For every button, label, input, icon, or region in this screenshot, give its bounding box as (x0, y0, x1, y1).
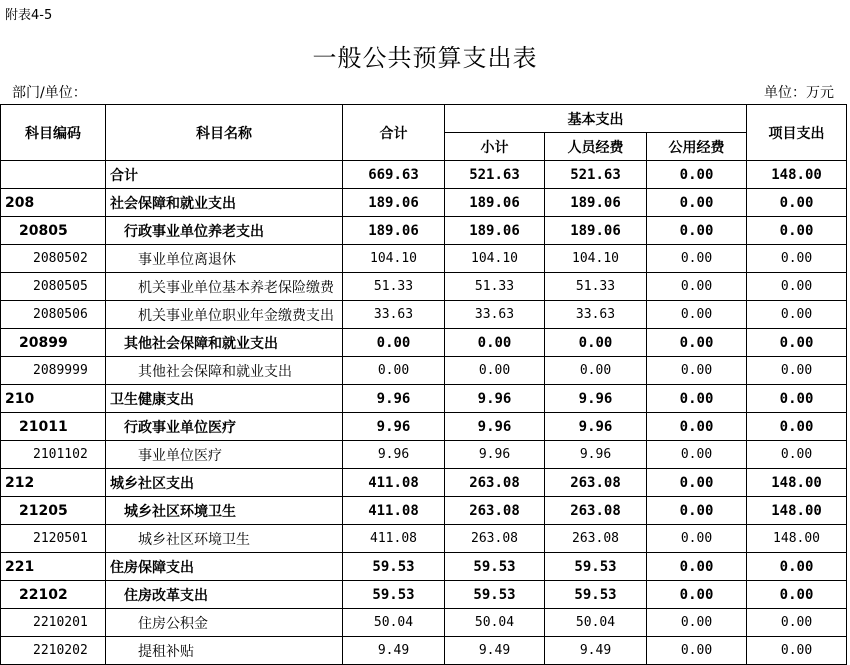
cell-subtotal: 189.06 (445, 189, 545, 217)
table-row (1, 161, 847, 189)
cell-personnel: 59.53 (545, 581, 647, 609)
cell-total: 411.08 (343, 525, 445, 553)
cell-public: 0.00 (647, 413, 747, 441)
cell-public: 0.00 (647, 301, 747, 329)
cell-total: 33.63 (343, 301, 445, 329)
cell-code (1, 161, 106, 189)
header-subtotal: 小计 (445, 133, 545, 161)
cell-subtotal: 263.08 (445, 497, 545, 525)
cell-total: 104.10 (343, 245, 445, 273)
table-row (1, 217, 847, 245)
cell-subtotal: 104.10 (445, 245, 545, 273)
table-row (1, 273, 847, 301)
cell-personnel: 0.00 (545, 329, 647, 357)
cell-project: 0.00 (747, 637, 847, 665)
page-title: 一般公共预算支出表 (312, 44, 538, 72)
cell-project: 0.00 (747, 273, 847, 301)
cell-project: 0.00 (747, 301, 847, 329)
cell-subtotal: 263.08 (445, 525, 545, 553)
cell-code: 221 (1, 553, 106, 581)
table-row (1, 469, 847, 497)
cell-total: 411.08 (343, 497, 445, 525)
cell-project: 0.00 (747, 189, 847, 217)
cell-name: 机关事业单位职业年金缴费支出 (106, 301, 343, 329)
cell-public: 0.00 (647, 609, 747, 637)
cell-subtotal: 189.06 (445, 217, 545, 245)
cell-project: 0.00 (747, 357, 847, 385)
header-personnel: 人员经费 (545, 133, 647, 161)
cell-project: 0.00 (747, 441, 847, 469)
cell-personnel: 521.63 (545, 161, 647, 189)
cell-code: 210 (1, 385, 106, 413)
header-basic: 基本支出 (445, 105, 747, 133)
table-row (1, 609, 847, 637)
cell-name: 城乡社区环境卫生 (106, 525, 343, 553)
table-row (1, 301, 847, 329)
cell-total: 59.53 (343, 553, 445, 581)
cell-total: 189.06 (343, 217, 445, 245)
cell-subtotal: 263.08 (445, 469, 545, 497)
cell-code: 20805 (1, 217, 106, 245)
budget-table (0, 104, 847, 665)
unit-label: 单位：万元 (764, 85, 834, 101)
cell-total: 51.33 (343, 273, 445, 301)
cell-name: 住房改革支出 (106, 581, 343, 609)
cell-public: 0.00 (647, 441, 747, 469)
cell-public: 0.00 (647, 525, 747, 553)
cell-code: 21205 (1, 497, 106, 525)
cell-total: 411.08 (343, 469, 445, 497)
cell-total: 0.00 (343, 329, 445, 357)
cell-name: 住房公积金 (106, 609, 343, 637)
cell-code: 208 (1, 189, 106, 217)
cell-name: 合计 (106, 161, 343, 189)
table-row (1, 385, 847, 413)
cell-personnel: 9.96 (545, 413, 647, 441)
cell-personnel: 59.53 (545, 553, 647, 581)
cell-personnel: 50.04 (545, 609, 647, 637)
cell-total: 59.53 (343, 581, 445, 609)
cell-personnel: 9.96 (545, 385, 647, 413)
cell-personnel: 263.08 (545, 497, 647, 525)
cell-personnel: 104.10 (545, 245, 647, 273)
header-total: 合计 (343, 105, 445, 161)
cell-project: 0.00 (747, 385, 847, 413)
cell-subtotal: 9.96 (445, 441, 545, 469)
table-row (1, 581, 847, 609)
table-row (1, 637, 847, 665)
cell-project: 148.00 (747, 161, 847, 189)
table-row (1, 245, 847, 273)
cell-public: 0.00 (647, 469, 747, 497)
header-public: 公用经费 (647, 133, 747, 161)
cell-name: 社会保障和就业支出 (106, 189, 343, 217)
cell-subtotal: 59.53 (445, 553, 545, 581)
cell-subtotal: 521.63 (445, 161, 545, 189)
cell-code: 22102 (1, 581, 106, 609)
cell-public: 0.00 (647, 273, 747, 301)
cell-personnel: 9.49 (545, 637, 647, 665)
cell-project: 0.00 (747, 217, 847, 245)
cell-total: 9.96 (343, 441, 445, 469)
cell-total: 0.00 (343, 357, 445, 385)
cell-name: 其他社会保障和就业支出 (106, 329, 343, 357)
cell-personnel: 263.08 (545, 469, 647, 497)
table-row (1, 553, 847, 581)
cell-public: 0.00 (647, 581, 747, 609)
cell-project: 0.00 (747, 553, 847, 581)
cell-subtotal: 59.53 (445, 581, 545, 609)
cell-personnel: 51.33 (545, 273, 647, 301)
table-row (1, 525, 847, 553)
table-row (1, 329, 847, 357)
cell-public: 0.00 (647, 357, 747, 385)
cell-name: 事业单位离退休 (106, 245, 343, 273)
table-row (1, 441, 847, 469)
appendix-label: 附表4-5 (5, 8, 53, 23)
cell-project: 148.00 (747, 525, 847, 553)
cell-total: 50.04 (343, 609, 445, 637)
cell-code: 2089999 (1, 357, 106, 385)
cell-public: 0.00 (647, 189, 747, 217)
cell-subtotal: 0.00 (445, 357, 545, 385)
cell-code: 2210202 (1, 637, 106, 665)
cell-subtotal: 0.00 (445, 329, 545, 357)
cell-project: 0.00 (747, 329, 847, 357)
cell-public: 0.00 (647, 161, 747, 189)
cell-public: 0.00 (647, 497, 747, 525)
table-row (1, 497, 847, 525)
cell-code: 2080502 (1, 245, 106, 273)
cell-public: 0.00 (647, 329, 747, 357)
cell-personnel: 263.08 (545, 525, 647, 553)
cell-project: 0.00 (747, 581, 847, 609)
cell-personnel: 33.63 (545, 301, 647, 329)
cell-subtotal: 50.04 (445, 609, 545, 637)
cell-code: 2080505 (1, 273, 106, 301)
cell-name: 行政事业单位医疗 (106, 413, 343, 441)
cell-name: 事业单位医疗 (106, 441, 343, 469)
cell-total: 9.96 (343, 413, 445, 441)
cell-subtotal: 9.96 (445, 385, 545, 413)
cell-code: 20899 (1, 329, 106, 357)
cell-personnel: 9.96 (545, 441, 647, 469)
cell-personnel: 0.00 (545, 357, 647, 385)
header-name: 科目名称 (106, 105, 343, 161)
cell-total: 9.49 (343, 637, 445, 665)
cell-name: 城乡社区环境卫生 (106, 497, 343, 525)
cell-project: 0.00 (747, 413, 847, 441)
cell-public: 0.00 (647, 385, 747, 413)
header-project: 项目支出 (747, 105, 847, 161)
cell-name: 提租补贴 (106, 637, 343, 665)
cell-name: 机关事业单位基本养老保险缴费 (106, 273, 343, 301)
cell-name: 卫生健康支出 (106, 385, 343, 413)
table-row (1, 189, 847, 217)
cell-name: 行政事业单位养老支出 (106, 217, 343, 245)
cell-code: 2101102 (1, 441, 106, 469)
cell-subtotal: 9.96 (445, 413, 545, 441)
cell-name: 其他社会保障和就业支出 (106, 357, 343, 385)
cell-project: 0.00 (747, 245, 847, 273)
cell-code: 212 (1, 469, 106, 497)
cell-subtotal: 33.63 (445, 301, 545, 329)
cell-code: 2120501 (1, 525, 106, 553)
table-row (1, 357, 847, 385)
table-body (1, 161, 847, 665)
cell-public: 0.00 (647, 245, 747, 273)
cell-project: 148.00 (747, 497, 847, 525)
cell-name: 住房保障支出 (106, 553, 343, 581)
cell-project: 0.00 (747, 609, 847, 637)
cell-name: 城乡社区支出 (106, 469, 343, 497)
cell-public: 0.00 (647, 553, 747, 581)
cell-total: 189.06 (343, 189, 445, 217)
cell-code: 2080506 (1, 301, 106, 329)
cell-code: 21011 (1, 413, 106, 441)
cell-total: 669.63 (343, 161, 445, 189)
cell-total: 9.96 (343, 385, 445, 413)
cell-project: 148.00 (747, 469, 847, 497)
header-code: 科目编码 (1, 105, 106, 161)
department-label: 部门/单位： (12, 85, 87, 101)
cell-public: 0.00 (647, 217, 747, 245)
cell-public: 0.00 (647, 637, 747, 665)
cell-subtotal: 51.33 (445, 273, 545, 301)
cell-personnel: 189.06 (545, 217, 647, 245)
cell-personnel: 189.06 (545, 189, 647, 217)
cell-subtotal: 9.49 (445, 637, 545, 665)
cell-code: 2210201 (1, 609, 106, 637)
table-row (1, 413, 847, 441)
